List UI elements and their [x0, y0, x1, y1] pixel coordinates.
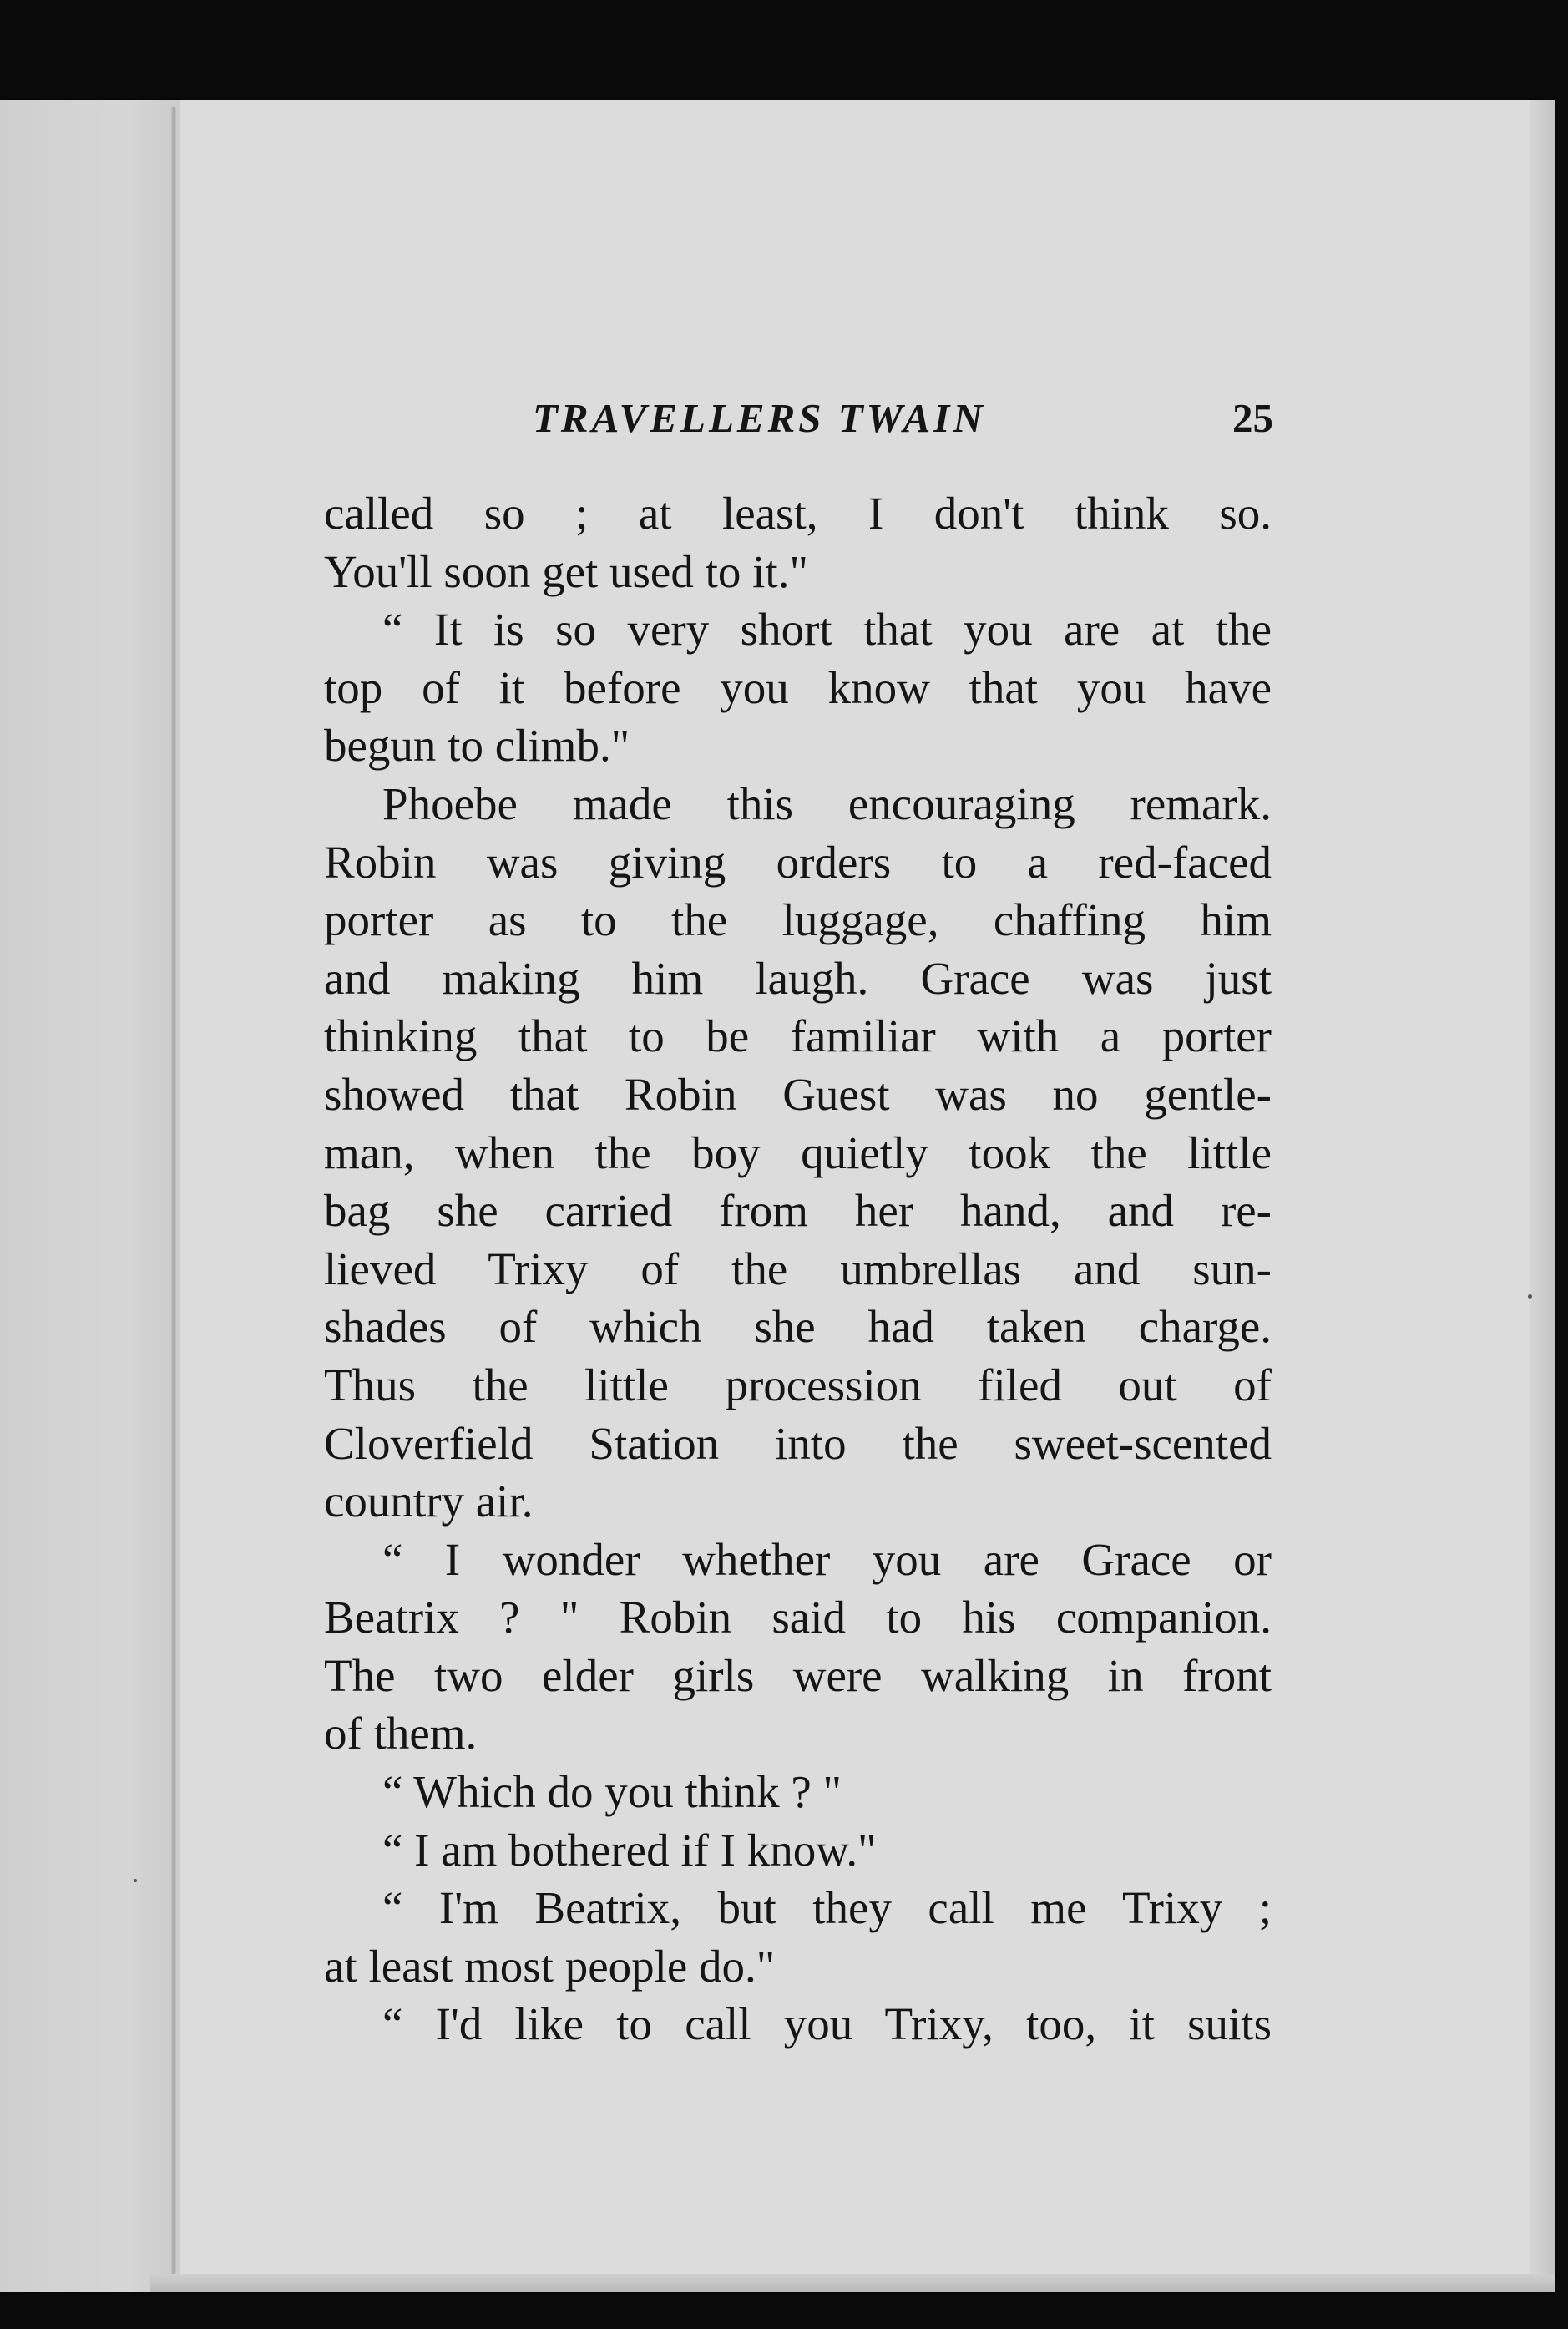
text-line: country air.	[324, 1476, 534, 1527]
running-title: TRAVELLERS TWAIN	[533, 395, 986, 441]
text-line: “ Which do you think ? "	[382, 1766, 842, 1818]
running-head	[324, 286, 1273, 441]
dust-speck	[134, 1879, 137, 1882]
text-line: “ I'm Beatrix, but they call me Trixy ;	[382, 1882, 1272, 1934]
text-line: at least most people do."	[324, 1940, 776, 1992]
text-line: showed that Robin Guest was no gentle-	[324, 1068, 1272, 1120]
text-line: shades of which she had taken charge.	[324, 1301, 1272, 1353]
text-line: Robin was giving orders to a red-faced	[324, 836, 1272, 888]
page-number: 25	[1232, 395, 1273, 441]
dust-speck	[1528, 1294, 1532, 1299]
text-line: bag she carried from her hand, and re-	[324, 1185, 1272, 1237]
body-text	[324, 484, 1272, 2053]
text-line: Cloverfield Station into the sweet-scented	[324, 1417, 1272, 1469]
page-right-edge	[1530, 100, 1555, 2292]
text-block	[324, 286, 1273, 2050]
book-page	[0, 100, 1555, 2292]
text-line: The two elder girls were walking in front	[324, 1649, 1272, 1701]
text-line: of them.	[324, 1708, 478, 1759]
text-line: “ I wonder whether you are Grace or	[382, 1533, 1272, 1585]
text-line: man, when the boy quietly took the little	[324, 1127, 1272, 1178]
page-bottom-edge	[150, 2274, 1555, 2292]
page-gutter	[0, 100, 180, 2292]
text-line: “ I am bothered if I know."	[382, 1824, 877, 1876]
text-line: top of it before you know that you have	[324, 661, 1272, 713]
text-line: Phoebe made this encouraging remark.	[382, 777, 1272, 829]
text-line: begun to climb."	[324, 720, 630, 772]
text-line: Beatrix ? " Robin said to his companion.	[324, 1592, 1272, 1643]
text-line: Thus the little procession filed out of	[324, 1359, 1272, 1410]
text-line: You'll soon get used to it."	[324, 545, 808, 597]
text-line: called so ; at least, I don't think so.	[324, 488, 1272, 539]
text-line: “ It is so very short that you are at the	[382, 604, 1272, 656]
text-line: “ I'd like to call you Trixy, too, it suits	[382, 1998, 1272, 2050]
text-line: thinking that to be familiar with a porter	[324, 1010, 1272, 1062]
text-line: and making him laugh. Grace was just	[324, 952, 1272, 1004]
text-line: porter as to the luggage, chaffing him	[324, 894, 1272, 946]
gutter-fold	[171, 107, 176, 2277]
text-line: lieved Trixy of the umbrellas and sun-	[324, 1243, 1272, 1294]
